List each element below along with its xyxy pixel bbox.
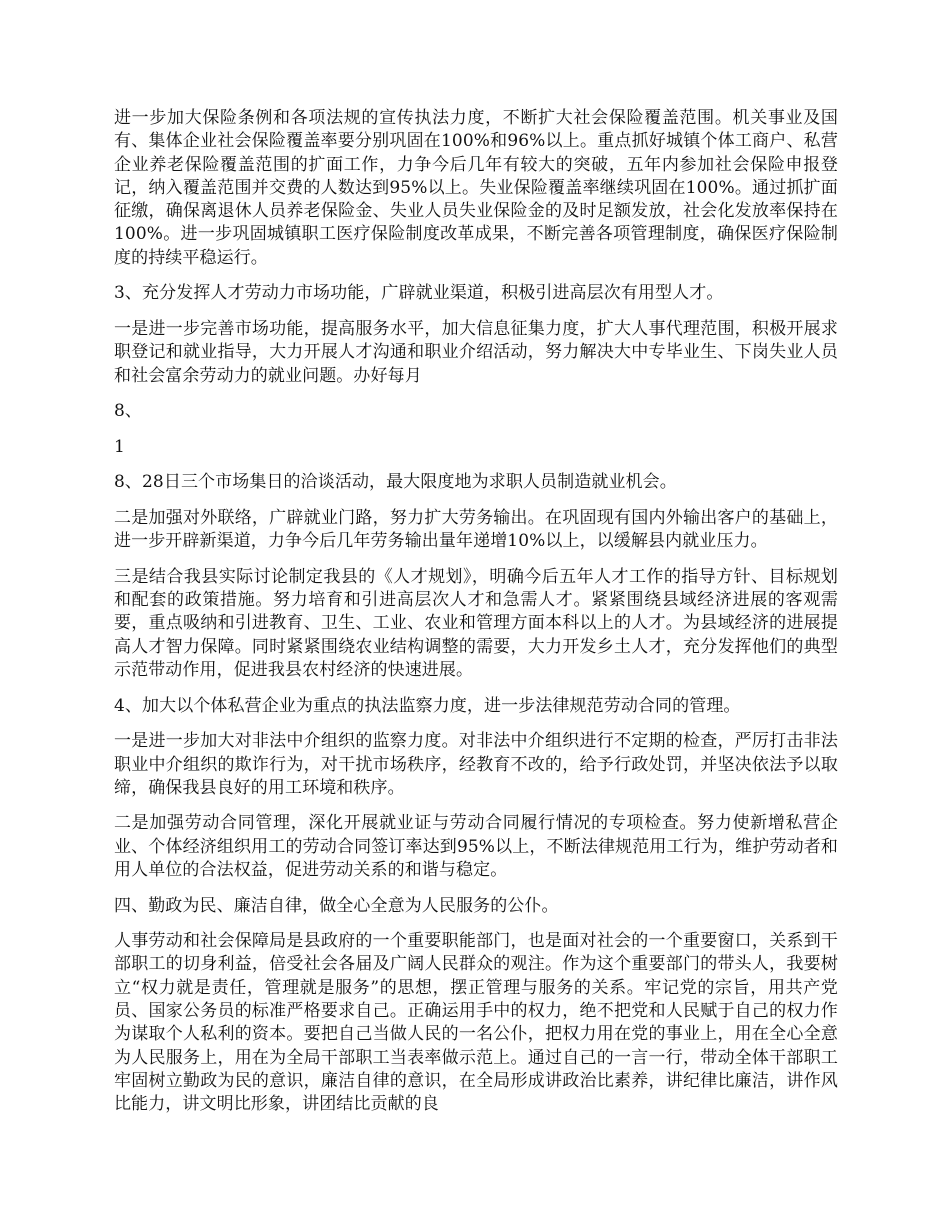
paragraph-labor-export: 二是加强对外联络，广辟就业门路，努力扩大劳务输出。在巩固现有国内外输出客户的基础上，进一步开辟新渠道，力争今后几年劳务输出量年递增10%以上，以缓解县内就业压力。 xyxy=(114,507,838,552)
paragraph-fragment-8: 8、 xyxy=(114,401,143,422)
paragraph-labor-contracts: 二是加强劳动合同管理，深化开展就业证与劳动合同履行情况的专项检查。努力使新增私营企业、个体经济组织用工的劳动合同签订率达到95%以上，不断法律规范用工行为，维护劳动者和用人单位的合法权益，促进劳动关系的和谐与稳定。 xyxy=(114,813,838,880)
paragraph-illegal-agencies: 一是进一步加大对非法中介组织的监察力度。对非法中介组织进行不定期的检查，严厉打击非法职业中介组织的欺诈行为，对干扰市场秩序，经教育不改的，给予行政处罚，并坚决依法予以取缔，确保我县良好的用工环境和秩序。 xyxy=(114,731,838,798)
document-body xyxy=(114,107,838,1117)
heading-diligent-government: 四、勤政为民、廉洁自律，做全心全意为人民服务的公仆。 xyxy=(114,895,559,916)
paragraph-market-days: 8、28日三个市场集日的洽谈活动，最大限度地为求职人员制造就业机会。 xyxy=(114,472,677,493)
heading-talent-labor-market: 3、充分发挥人才劳动力市场功能，广辟就业渠道，积极引进高层次有用型人才。 xyxy=(114,283,724,304)
heading-law-enforcement: 4、加大以个体私营企业为重点的执法监察力度，进一步法律规范劳动合同的管理。 xyxy=(114,695,741,716)
paragraph-market-functions: 一是进一步完善市场功能，提高服务水平，加大信息征集力度，扩大人事代理范围，积极开展求职登记和就业指导，大力开展人才沟通和职业介绍活动，努力解决大中专毕业生、下岗失业人员和社会富余劳动力的就业问题。办好每月 xyxy=(114,318,838,386)
paragraph-bureau-responsibility: 人事劳动和社会保障局是县政府的一个重要职能部门，也是面对社会的一个重要窗口，关系到干部职工的切身利益，倍受社会各届及广阔人民群众的观注。作为这个重要部门的带头人，我要树立“权力就是责任，管理就是服务”的思想，摆正管理与服务的关系。牢记党的宗旨，用共产党员、国家公务员的标准严格要求自己。正确运用手中的权力，绝不把党和人民赋于自己的权力作为谋取个人私利的资本。要把自己当做人民的一名公仆，把权力用在党的事业上，用在全心全意为人民服务上，用在为全局干部职工当表率做示范上。通过自己的一言一行，带动全体干部职工牢固树立勤政为民的意识，廉洁自律的意识，在全局形成讲政治比素养，讲纪律比廉洁，讲作风比能力，讲文明比形象，讲团结比贡献的良 xyxy=(114,931,838,1115)
paragraph-social-insurance-coverage: 进一步加大保险条例和各项法规的宣传执法力度，不断扩大社会保险覆盖范围。机关事业及国有、集体企业社会保险覆盖率要分别巩固在100%和96%以上。重点抓好城镇个体工商户、私营企业养老保险覆盖范围的扩面工作，力争今后几年有较大的突破，五年内参加社会保险申报登记，纳入覆盖范围并交费的人数达到95%以上。失业保险覆盖率继续巩固在100%。通过抓扩面征缴，确保离退休人员养老保险金、失业人员失业保险金的及时足额发放，社会化发放率保持在100%。进一步巩固城镇职工医疗保险制度改革成果，不断完善各项管理制度，确保医疗保险制度的持续平稳运行。 xyxy=(114,108,838,268)
paragraph-fragment-1: 1 xyxy=(114,436,125,457)
paragraph-talent-plan: 三是结合我县实际讨论制定我县的《人才规划》，明确今后五年人才工作的指导方针、目标规划和配套的政策措施。努力培育和引进高层次人才和急需人才。紧紧围绕县域经济进展的客观需要，重点吸纳和引进教育、卫生、工业、农业和管理方面本科以上的人才。为县域经济的进展提高人才智力保障。同时紧紧围绕农业结构调整的需要，大力开发乡土人才，充分发挥他们的典型示范带动作用，促进我县农村经济的快速进展。 xyxy=(114,566,838,681)
